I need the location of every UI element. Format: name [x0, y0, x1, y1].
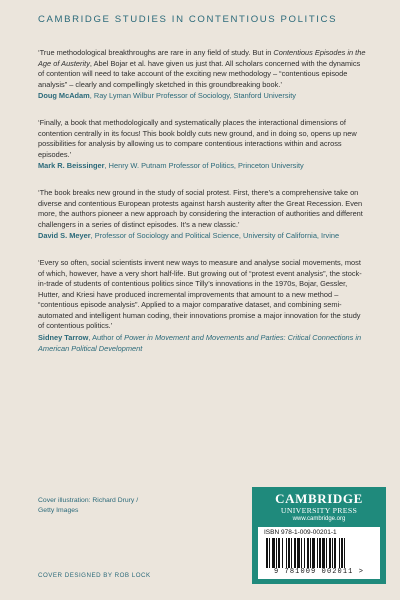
quote-text: ‘Finally, a book that methodologically and systematically places the interactional dimensions of contention centrally in its focus! This book boldly cuts new ground, and in doing so, opens up new possibilities for analysis by allowing us to compare contentious interactions within and across episodes.’ [38, 117, 357, 159]
quote-text-part: , Abel Bojar et al. have given us just that. All scholars concerned with the dynamics of contention will need to take account of the exciting new methodology – “contentious episode analysis” – clearly and compellingly sketched in this groundbreaking book.’ [38, 58, 361, 89]
cover-illustration-credit: Cover illustration: Richard Drury / Getty Images [38, 497, 139, 514]
quote-text [38, 48, 368, 90]
isbn-label: ISBN 978-1-009-00201-1 [264, 529, 337, 536]
quote-text-part: ‘True methodological breakthroughs are rare in any field of study. But in [38, 48, 274, 57]
publisher-url: www.cambridge.org [292, 516, 346, 522]
barcode-digits: 9 781009 002011 > [273, 568, 365, 576]
publisher-block [252, 487, 386, 584]
attribution-book-title: Power in Movement and Movements and Parties: Critical Connections in American Political Development [38, 333, 362, 353]
attribution [38, 231, 368, 242]
endorsement-beissinger [38, 118, 368, 172]
attribution [38, 333, 368, 354]
cover-design-credit: COVER DESIGNED BY ROB LOCK [38, 572, 151, 579]
endorsement-mcadam [38, 48, 368, 102]
attribution-name: Mark R. Beissinger [38, 161, 105, 171]
attribution-name: Sidney Tarrow [38, 333, 89, 343]
quote-text: ‘Every so often, social scientists invent new ways to measure and analyse social movements, most of which, however, have a very short half-life. But growing out of “protest event analysis”, the stock-in-trade of students of contentious politics since Tilly’s innovations in the 1970s, Bojar, Gessler, Hutter, and Kriesi have produced incremental improvements that amount to a new method – “contentious episode analysis”. Applied to a major comparative dataset, and combining semi-automated and intelligent human coding, their innovations promise a major innovation for the study of contentious politics.’ [38, 257, 362, 331]
barcode-panel [258, 527, 380, 579]
quote-book-title: Contentious Episodes in the Age of Austerity [38, 48, 366, 68]
attribution [38, 91, 368, 102]
publisher-subtitle: UNIVERSITY PRESS [280, 506, 358, 515]
series-title: CAMBRIDGE STUDIES IN CONTENTIOUS POLITICS [38, 14, 338, 25]
attribution-desc: , Author of [88, 333, 125, 343]
attribution-name: David S. Meyer [38, 231, 91, 241]
attribution [38, 161, 368, 172]
attribution-desc: , Professor of Sociology and Political Science, University of California, Irvine [90, 231, 340, 241]
endorsement-meyer [38, 188, 368, 242]
attribution-desc: , Henry W. Putnam Professor of Politics, Princeton University [104, 161, 304, 171]
attribution-name: Doug McAdam [38, 91, 90, 101]
quote-text: ‘The book breaks new ground in the study of social protest. First, there’s a comprehensive take on diverse and contentious European protests against harsh austerity after the Great Recession. Even more, the authors pioneer a new approach by considering the interaction of authorities and different challengers in a series of distinct episodes. It’s a new classic.’ [38, 187, 363, 229]
endorsements [38, 48, 368, 370]
publisher-name: CAMBRIDGE [275, 491, 363, 506]
attribution-desc: , Ray Lyman Wilbur Professor of Sociology, Stanford University [89, 91, 296, 101]
barcode-icon [266, 538, 372, 568]
endorsement-tarrow [38, 258, 368, 354]
